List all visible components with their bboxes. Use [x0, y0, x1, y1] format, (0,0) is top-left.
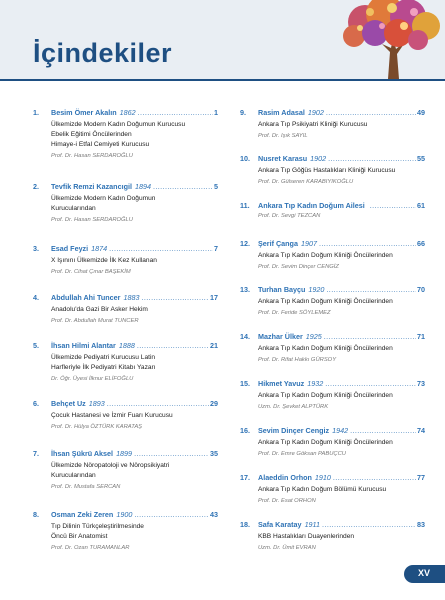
entry-year: 1942: [332, 426, 349, 435]
entry-number: 12.: [240, 239, 250, 248]
entry-number: 15.: [240, 379, 250, 388]
entry-page: 70: [417, 285, 425, 294]
entry-name: Besim Ömer Akalın: [51, 108, 117, 117]
entry-year: 1900: [116, 510, 133, 519]
entry-description: Ülkemizde Modern Kadın Doğumun Kurucularından: [51, 195, 156, 212]
toc-entry[interactable]: [240, 332, 425, 364]
entry-author: Prof. Dr. Gülseren KARABIYIKOĞLU: [258, 179, 354, 185]
toc-entry[interactable]: [240, 520, 425, 552]
entry-description: KBB Hastalıkları Duayenlerinden: [258, 533, 355, 540]
entry-author: Prof. Dr. Cihat Çınar BAŞEKİM: [51, 269, 131, 275]
entry-author: Prof. Dr. Sevgi TEZCAN: [258, 213, 321, 219]
entry-page: 55: [417, 154, 425, 163]
entry-page: 61: [417, 201, 425, 210]
toc-entry[interactable]: [33, 341, 218, 383]
entry-description: Ülkemizde Nöropatoloji ve Nöropsikiyatri Kurucularından: [51, 462, 170, 479]
entry-number: 4.: [33, 293, 39, 302]
leader-dots: [134, 510, 209, 519]
toc-entry[interactable]: [33, 182, 218, 224]
entry-number: 18.: [240, 520, 250, 529]
entry-name: Esad Feyzi: [51, 244, 89, 253]
entry-number: 10.: [240, 154, 250, 163]
entry-author: Prof. Dr. Esat ORHON: [258, 498, 316, 504]
entry-author: Uzm. Dr. Şevket ALPTÜRK: [258, 404, 329, 410]
leader-dots: [107, 399, 209, 408]
entry-year: 1883: [123, 293, 140, 302]
toc-entry[interactable]: [240, 201, 425, 220]
toc-entry[interactable]: [240, 108, 425, 140]
entry-name: Ankara Tıp Kadın Doğum Ailesi: [258, 201, 365, 210]
entry-description: Ankara Tıp Kadın Doğum Kliniği Öncülerinden: [258, 345, 393, 352]
entry-year: 1902: [307, 108, 324, 117]
entry-description: X Işınını Ülkemizde İlk Kez Kullanan: [51, 257, 157, 264]
entry-year: 1920: [308, 285, 325, 294]
entry-description: Tıp Dilinin Türkçeleştirilmesinde Öncü Bir Anatomist: [51, 523, 144, 540]
entry-author: Prof. Dr. Emre Göksan PABUÇCU: [258, 451, 346, 457]
leader-dots: [137, 341, 209, 350]
entry-name: Nusret Karasu: [258, 154, 308, 163]
entry-author: Prof. Dr. Abdullah Murat TUNCER: [51, 318, 139, 324]
toc-entry[interactable]: [33, 510, 218, 552]
entry-year: 1862: [119, 108, 136, 117]
entry-author: Prof. Dr. Işık SAYIL: [258, 133, 308, 139]
header-divider: [0, 79, 445, 81]
entry-page: 74: [417, 426, 425, 435]
leader-dots: [141, 293, 209, 302]
entry-page: 73: [417, 379, 425, 388]
entry-name: Safa Karatay: [258, 520, 302, 529]
entry-description: Ankara Tıp Kadın Doğum Kliniği Öncülerinden: [258, 392, 393, 399]
toc-entry[interactable]: [33, 293, 218, 325]
entry-name: Şerif Çanga: [258, 239, 298, 248]
entry-page: 21: [210, 341, 218, 350]
entry-name: Osman Zeki Zeren: [51, 510, 114, 519]
entry-author: Prof. Dr. Hasan SERDAROĞLU: [51, 217, 133, 223]
entry-description: Ankara Tıp Kadın Doğum Bölümü Kurucusu: [258, 486, 387, 493]
toc-entry[interactable]: [33, 108, 218, 160]
entry-description: Ankara Tıp Göğüs Hastalıkları Kliniği Kurucusu: [258, 167, 396, 174]
entry-page: 43: [210, 510, 218, 519]
toc-entry[interactable]: [33, 244, 218, 276]
entry-number: 14.: [240, 332, 250, 341]
entry-year: 1907: [300, 239, 317, 248]
entry-name: Sevim Dinçer Cengiz: [258, 426, 330, 435]
toc-entry[interactable]: [33, 449, 218, 491]
entry-name: Behçet Uz: [51, 399, 86, 408]
entry-number: 6.: [33, 399, 39, 408]
entry-year: 1911: [304, 520, 321, 529]
entry-description: Ülkemizde Modern Kadın Doğumun Kurucusu Ebelik Eğitimi Öncülerinden Himaye-i Etfal Cemiyeti Kurucusu: [51, 121, 186, 148]
toc-entry[interactable]: [240, 426, 425, 458]
page-title: İçindekiler: [33, 38, 173, 68]
entry-year: 1925: [305, 332, 322, 341]
entry-number: 8.: [33, 510, 39, 519]
entry-number: 2.: [33, 182, 39, 191]
entry-year: 1932: [307, 379, 324, 388]
toc-entry[interactable]: [240, 473, 425, 505]
leader-dots: [324, 332, 416, 341]
entry-name: İhsan Hilmi Alantar: [51, 341, 116, 350]
entry-page: 71: [417, 332, 425, 341]
entry-author: Prof. Dr. Mustafa SERCAN: [51, 484, 121, 490]
entry-page: 7: [214, 244, 218, 253]
entry-author: Prof. Dr. Sevim Dinçer CENGİZ: [258, 264, 339, 270]
toc-entry[interactable]: [240, 239, 425, 271]
entry-page: 77: [417, 473, 425, 482]
entry-year: 1874: [91, 244, 108, 253]
entry-number: 7.: [33, 449, 39, 458]
leader-dots: [333, 473, 416, 482]
entry-author: Prof. Dr. Hasan SERDAROĞLU: [51, 153, 133, 159]
page-number: XV: [418, 568, 431, 578]
entry-page: 49: [417, 108, 425, 117]
entry-description: Çocuk Hastanesi ve İzmir Fuarı Kurucusu: [51, 412, 173, 419]
entry-description: Ankara Tıp Kadın Doğum Kliniği Öncülerinden: [258, 252, 393, 259]
leader-dots: [322, 520, 416, 529]
tree-illustration: [330, 0, 445, 79]
entry-number: 3.: [33, 244, 39, 253]
entry-page: 17: [210, 293, 218, 302]
entry-page: 5: [214, 182, 218, 191]
entry-number: 1.: [33, 108, 39, 117]
entry-author: Dr. Öğr. Üyesi İlknur ELİFOĞLU: [51, 376, 134, 382]
entry-author: Prof. Dr. Hülya ÖZTÜRK KARATAŞ: [51, 424, 143, 430]
entry-page: 1: [214, 108, 218, 117]
entry-number: 16.: [240, 426, 250, 435]
leader-dots: [326, 285, 416, 294]
entry-author: Uzm. Dr. Ümit EVRAN: [258, 545, 316, 551]
entry-name: Turhan Bayçu: [258, 285, 306, 294]
entry-author: Prof. Dr. Feride SÖYLEMEZ: [258, 310, 331, 316]
entry-year: 1888: [118, 341, 135, 350]
page-header: [0, 0, 445, 79]
leader-dots: [350, 426, 416, 435]
entry-year: 1910: [314, 473, 331, 482]
toc-entry[interactable]: [33, 399, 218, 431]
entry-number: 13.: [240, 285, 250, 294]
entry-author: Prof. Dr. Rifat Hakkı GÜRSOY: [258, 357, 337, 363]
entry-name: Abdullah Ahi Tuncer: [51, 293, 121, 302]
entry-page: 83: [417, 520, 425, 529]
entry-year: 1899: [116, 449, 133, 458]
leader-dots: [153, 182, 213, 191]
entry-name: İhsan Şükrü Aksel: [51, 449, 114, 458]
leader-dots: [134, 449, 209, 458]
page-number-tab: [404, 565, 445, 583]
entry-description: Anadolu'da Gazi Bir Asker Hekim: [51, 306, 148, 313]
entry-year: 1902: [310, 154, 327, 163]
entry-page: 66: [417, 239, 425, 248]
entry-page: 35: [210, 449, 218, 458]
leader-dots: [319, 239, 416, 248]
entry-description: Ankara Tıp Kadın Doğum Kliniği Öncülerinden: [258, 439, 393, 446]
entry-year: 1893: [88, 399, 105, 408]
entry-number: 5.: [33, 341, 39, 350]
entry-number: 11.: [240, 201, 250, 210]
entry-name: Tevfik Remzi Kazancıgil: [51, 182, 132, 191]
leader-dots: [109, 244, 213, 253]
entry-number: 9.: [240, 108, 246, 117]
toc-entry[interactable]: [240, 379, 425, 411]
leader-dots: [370, 201, 416, 210]
leader-dots: [325, 379, 416, 388]
entry-description: Ankara Tıp Psikiyatri Kliniği Kurucusu: [258, 121, 368, 128]
entry-name: Hikmet Yavuz: [258, 379, 305, 388]
leader-dots: [328, 154, 416, 163]
toc-entry[interactable]: [240, 154, 425, 186]
entry-name: Alaeddin Orhon: [258, 473, 312, 482]
entry-description: Ankara Tıp Kadın Doğum Kliniği Öncülerinden: [258, 298, 393, 305]
toc-entry[interactable]: [240, 285, 425, 317]
entry-year: 1894: [134, 182, 151, 191]
entry-name: Rasim Adasal: [258, 108, 305, 117]
entry-page: 29: [210, 399, 218, 408]
entry-author: Prof. Dr. Ozan TURAMANLAR: [51, 545, 130, 551]
entry-name: Mazhar Ülker: [258, 332, 303, 341]
entry-description: Ülkemizde Pediyatri Kurucusu Latin Harfleriyle İlk Pediyatri Kitabı Yazarı: [51, 354, 156, 371]
leader-dots: [326, 108, 416, 117]
leader-dots: [138, 108, 213, 117]
entry-number: 17.: [240, 473, 250, 482]
